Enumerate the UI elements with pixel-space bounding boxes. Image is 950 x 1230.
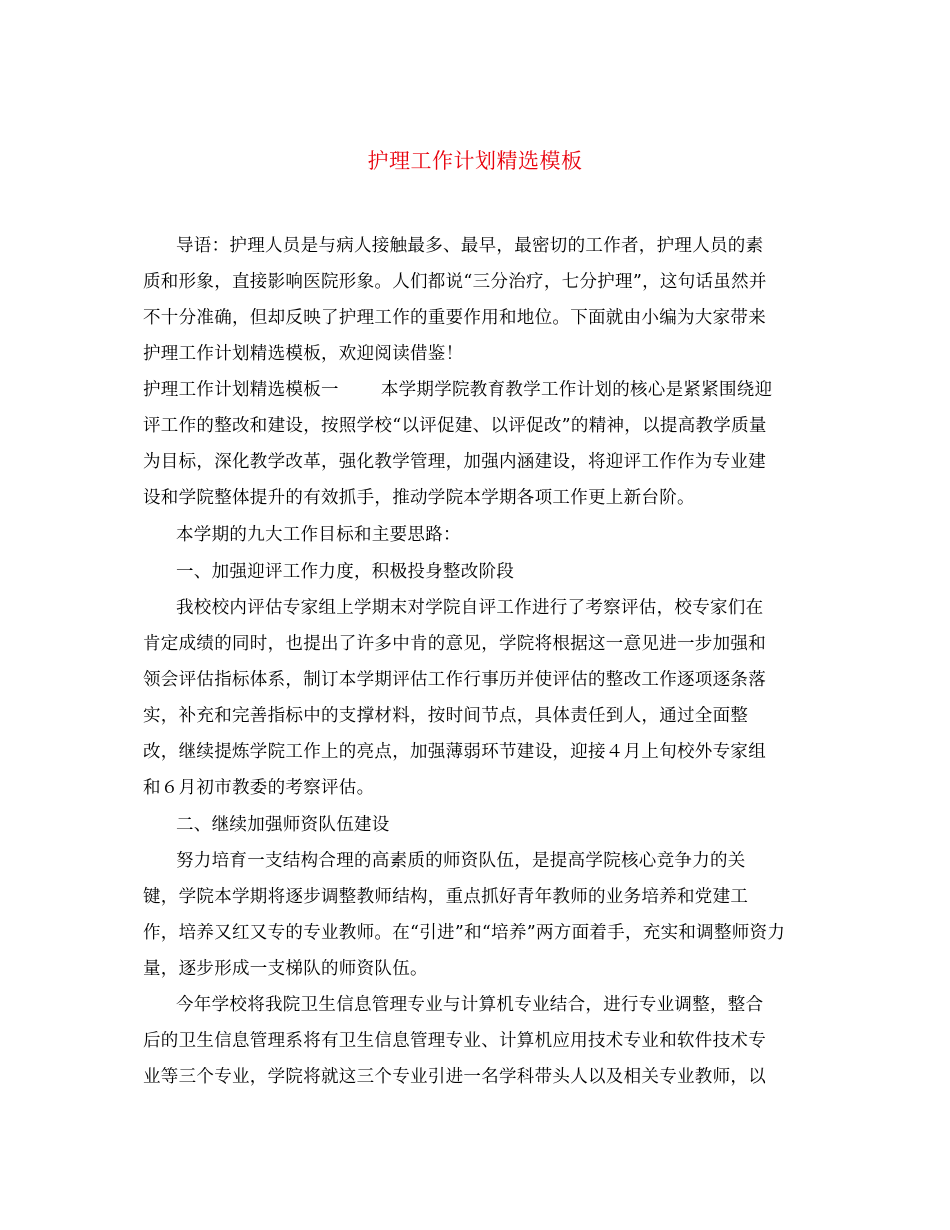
paragraph-line: 业等三个专业，学院将就这三个专业引进一名学科带头人以及相关专业教师，以: [143, 1067, 766, 1087]
paragraph-line: 领会评估指标体系，制订本学期评估工作行事历并使评估的整改工作逐项逐条落: [143, 670, 766, 690]
paragraph-line: 后的卫生信息管理系将有卫生信息管理专业、计算机应用技术专业和软件技术专: [143, 1031, 766, 1051]
document-title: 护理工作计划精选模板: [367, 149, 583, 173]
paragraph-line: 护理工作计划精选模板，欢迎阅读借鉴！: [143, 344, 464, 364]
paragraph-line: 设和学院整体提升的有效抓手，推动学院本学期各项工作更上新台阶。: [143, 488, 695, 508]
paragraph-line: 努力培育一支结构合理的高素质的师资队伍，是提高学院核心竞争力的关: [176, 851, 746, 871]
paragraph-line: 质和形象，直接影响医院形象。人们都说“三分治疗，七分护理”，这句话虽然并: [143, 272, 767, 292]
section-heading: 一、加强迎评工作力度，积极投身整改阶段: [176, 562, 515, 582]
paragraph-line: 本学期的九大工作目标和主要思路：: [176, 525, 461, 545]
paragraph-line: 评工作的整改和建设，按照学校“以评促建、以评促改”的精神，以提高教学质量: [143, 416, 767, 436]
paragraph-text: 本学期学院教育教学工作计划的核心是紧紧围绕迎: [380, 380, 773, 400]
paragraph-line: 作，培养又红又专的专业教师。在“引进”和“培养”两方面着手，充实和调整师资力: [143, 923, 786, 943]
paragraph-line: 改，继续提炼学院工作上的亮点，加强薄弱环节建设，迎接４月上旬校外专家组: [143, 742, 766, 762]
paragraph-line: 键，学院本学期将逐步调整教师结构，重点抓好青年教师的业务培养和党建工: [143, 887, 749, 907]
paragraph-line: 和６月初市教委的考察评估。: [143, 778, 375, 798]
section-heading: 二、继续加强师资队伍建设: [176, 815, 390, 835]
paragraph-line: 量，逐步形成一支梯队的师资队伍。: [143, 959, 428, 979]
section-heading: 护理工作计划精选模板一: [143, 380, 339, 400]
paragraph-line: 今年学校将我院卫生信息管理专业与计算机专业结合，进行专业调整，整合: [176, 995, 764, 1015]
paragraph-line: 为目标，深化教学改革，强化教学管理，加强内涵建设，将迎评工作作为专业建: [143, 452, 766, 472]
paragraph-line: 肯定成绩的同时，也提出了许多中肯的意见，学院将根据这一意见进一步加强和: [143, 634, 766, 654]
paragraph-line: 导语：护理人员是与病人接触最多、最早，最密切的工作者，护理人员的素: [176, 236, 764, 256]
paragraph-line: 实，补充和完善指标中的支撑材料，按时间节点，具体责任到人，通过全面整: [143, 706, 749, 726]
paragraph-line-with-heading: [143, 378, 823, 402]
paragraph-line: 我校校内评估专家组上学期末对学院自评工作进行了考察评估，校专家们在: [176, 598, 764, 618]
paragraph-line: 不十分准确，但却反映了护理工作的重要作用和地位。下面就由小编为大家带来: [143, 308, 766, 328]
